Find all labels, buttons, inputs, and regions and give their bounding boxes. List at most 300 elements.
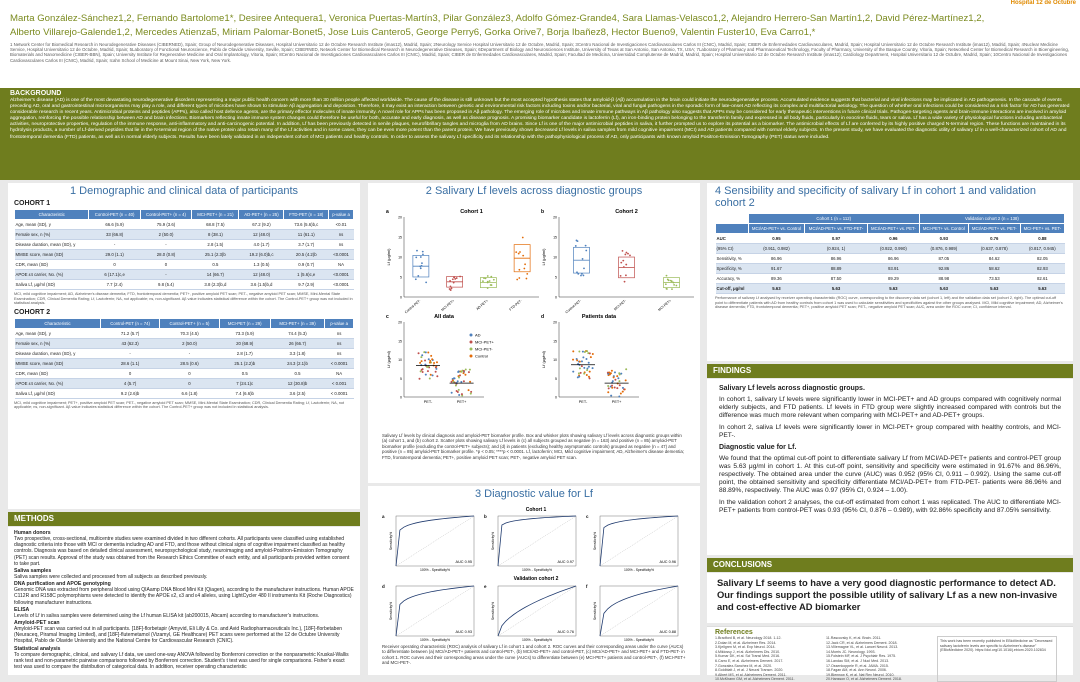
legend-marker (470, 355, 473, 358)
panel-letter: e (484, 584, 487, 589)
cohort1-table-header-3: MCI-PET+ (n = 21) (192, 210, 239, 220)
sensitivity-table-cell: 82.61 (1020, 274, 1064, 284)
data-point (612, 380, 614, 382)
cohort2-table-cell: 12 (30.8)b (270, 378, 325, 388)
cohort1-table-header-1: Control-PET (n = 40) (89, 210, 140, 220)
legend-all-data (470, 333, 495, 359)
cohort1-table-cell: 0 (140, 260, 192, 270)
y-tick-label: 5 (400, 376, 402, 381)
data-point (459, 374, 461, 376)
data-point (463, 370, 465, 372)
cohort2-table-cell: 0 (160, 378, 220, 388)
diagnostic-value-panel (368, 486, 700, 675)
panel-letter: b (484, 514, 487, 519)
data-point (422, 254, 424, 256)
data-point (592, 367, 594, 369)
data-point (624, 254, 626, 256)
data-point (623, 266, 625, 268)
data-point (576, 271, 578, 273)
data-point (419, 362, 421, 364)
data-point (522, 237, 524, 239)
data-point (618, 395, 620, 397)
hospital-logo-text: Hospital 12 de Octubre (1010, 0, 1076, 6)
y-tick-label: 0 (400, 295, 402, 300)
panel-letter: f (586, 584, 588, 589)
data-point (427, 370, 429, 372)
data-point (485, 277, 487, 279)
methods-sub-saliva: Saliva samples (14, 568, 52, 575)
data-point (625, 274, 627, 276)
cohort1-table-cell: 12 (48.0) (239, 270, 284, 280)
sensitivity-table-cell: 86.96 (805, 254, 868, 264)
cohort2-table-cell: 26 (66.7) (270, 338, 325, 348)
sensitivity-table-header-4: MCI-PET+ vs. Control (919, 224, 968, 234)
data-point (436, 361, 438, 363)
cohort1-table-cell: 0.5 (192, 260, 239, 270)
panel-letter: c (386, 314, 389, 320)
data-point (524, 263, 526, 265)
x-tick-label: Control-PET- (403, 298, 422, 315)
auc-label: AUC 0.97 (557, 560, 574, 564)
data-point (427, 351, 429, 353)
table-row (716, 234, 1065, 244)
scatter-patients (541, 314, 639, 404)
data-point (665, 283, 667, 285)
x-label: 100% - Specificity% (522, 568, 552, 572)
y-label: Sensitivity% (593, 601, 597, 621)
y-label: Lf (μg/ml) (541, 351, 546, 368)
data-point (459, 276, 461, 278)
cohort2-table-cell: 3.3 (1.8) (270, 348, 325, 358)
x-tick-label: PET- (423, 400, 433, 404)
x-label: 100% - Specificity% (522, 638, 552, 642)
data-point (433, 362, 435, 364)
data-point (607, 391, 609, 393)
data-point (483, 277, 485, 279)
data-point (421, 265, 423, 267)
data-point (469, 381, 471, 383)
section2-caption: Salivary Lf levels by clinical diagnosis and amyloid-PET biomarker profile. Box and whisker plots showing salivary Lf levels across diagnostic groups within (a) cohort 1, and (b) cohort 2. Scatter plots showing salivary Lf levels in (c) all subjects grouped as negative (n = 163) and positive (n = 85) amyloid-PET biomarker profile (excluding the control-PET+ subjects); and (d) in patients (excluding healthy asymptomatic controls) grouped as negative (n = 47) and positive (n = 85) amyloid-PET biomarker profile. *p < 0.05; ****p < 0.0001. Lf, lactoferrin; MCI, Mild cognitive impairment; AD, Alzheimer's disease dementia; FTD, frontotemporal dementia; PET+, positive amyloid PET scan; PET-, negative amyloid PET scan. (382, 433, 685, 460)
background-title: BACKGROUND (10, 90, 62, 97)
data-point (666, 288, 668, 290)
sensitivity-table-cell: 58.62 (968, 264, 1020, 274)
data-point (583, 367, 585, 369)
data-point (589, 377, 591, 379)
cohort2-table-header-5: p-value a (325, 318, 354, 328)
cohort2-table-cell: ns (325, 348, 354, 358)
cohort2-table-header-4: MCI-PET+ (n = 39) (270, 318, 325, 328)
cohort1-table-cell: 2.8 (1.5) (192, 240, 239, 250)
table-row (716, 254, 1065, 264)
sensitivity-table-cell: 5.63 (919, 284, 968, 294)
data-point (436, 375, 438, 377)
sensitivity-table-cell: Accuracy, % (716, 274, 749, 284)
legend-marker (470, 334, 473, 337)
cohort2-table-cell: - (160, 348, 220, 358)
data-point (625, 379, 627, 381)
y-tick-label: 5 (555, 275, 557, 280)
roc-panel-c (586, 514, 678, 572)
cohort2-table-note: MCI, mild cognitive impairment; PET+, positive amyloid PET scan; PET-, negative amyloid PET scan; MMSE, Mini-Mental State Examination; CDR, Clinical Dementia Rating; Lf, Lactoferrin; NA, not applicable; ns, non-significant. Aβ value indicates statistical difference within the cohort. The Control-PET+ group was not included in statistical analysis. (14, 400, 344, 410)
y-label: Lf (μg/ml) (541, 248, 546, 266)
cohort1-table-cell: 1.3 (0.5) (239, 260, 284, 270)
cohort1-table-cell: <0.01 (329, 220, 354, 230)
data-point (428, 358, 430, 360)
methods-title: METHODS (8, 512, 360, 526)
data-point (580, 275, 582, 277)
sensitivity-table-cell: (0.911, 0.982) (748, 244, 805, 254)
cohort1-table (14, 209, 354, 290)
chart-title: All data (434, 314, 454, 320)
sensitivity-panel (707, 183, 1073, 361)
data-point (468, 389, 470, 391)
data-point (620, 393, 622, 395)
data-point (420, 267, 422, 269)
data-point (487, 281, 489, 283)
cohort1-table-header-4: AD-PET+ (n = 25) (239, 210, 284, 220)
cohort2-table-cell: 28.6 (1.1) (100, 358, 159, 368)
sensitivity-table-cell: 5.63 (968, 284, 1020, 294)
data-point (429, 360, 431, 362)
data-point (453, 282, 455, 284)
cohort2-table-header-3: MCI-PET (n = 29) (219, 318, 270, 328)
data-point (419, 378, 421, 380)
data-point (671, 280, 673, 282)
legend-label: MCI-PET+ (475, 339, 494, 345)
y-tick-label: 20 (398, 215, 402, 220)
chart-title: Cohort 1 (460, 209, 483, 215)
data-point (582, 351, 584, 353)
data-point (451, 381, 453, 383)
data-point (425, 351, 427, 353)
data-point (451, 287, 453, 289)
cohort2-table-cell: NA (325, 368, 354, 378)
cohort1-table-cell: 0.9 (0.7) (284, 260, 329, 270)
cohort2-group-header: Validation cohort 2 (n = 138) (919, 214, 1064, 224)
cohort2-label: COHORT 2 (14, 308, 51, 316)
data-point (417, 275, 419, 277)
cohort1-table-cell: 75.9 (3.6) (140, 220, 192, 230)
box-plot-cohort-2 (541, 209, 694, 314)
data-point (526, 278, 528, 280)
data-point (457, 380, 459, 382)
data-point (580, 372, 582, 374)
cohort2-table-cell: 9.2 (2.6)b (100, 388, 159, 398)
cohort1-table-cell: Female sex, n (%) (15, 230, 89, 240)
data-point (518, 277, 520, 279)
sensitivity-table-cell: 89.36 (748, 274, 805, 284)
data-point (575, 245, 577, 247)
conclusions-title: CONCLUSIONS (707, 558, 1073, 572)
roc-panel-d (382, 584, 474, 642)
data-point (576, 240, 578, 242)
cohort1-table-cell: CDR, mean (SD) (15, 260, 89, 270)
cohort1-table-cell: Disease duration, mean (SD), y (15, 240, 89, 250)
references-title: References (715, 629, 753, 636)
data-point (460, 371, 462, 373)
x-tick-label: PET- (578, 400, 588, 404)
legend-marker (470, 341, 473, 344)
references-col-2: 11.Rascovsky K, et al. Brain. 2011. 12.Jack CR, et al. Alzheimers Dement. 2018. 13.Villemagne VL, et al. Lancet Neurol. 2013. 14.Morris JC. Neurology. 1993. 15.Folstein MF, et al. J Psychiatr Res. 1975. 16.Landau SM, et al. J Nucl Med. 2013. 17.Ossenkoppele R, et al. JAMA. 2015. 18.Fagan AM, et al. Ann Neurol. 2006. 19.Blennow K, et al. Nat Rev Neurol. 2010. 20.Hansson O, et al. Alzheimers Dement. 2018. (826, 636, 902, 682)
sensitivity-table-cell: 0.76 (968, 234, 1020, 244)
cohort1-group-header: Cohort 1 (n = 112) (748, 214, 919, 224)
y-label: Sensitivity% (491, 601, 495, 621)
data-point (583, 267, 585, 269)
cohort1-table-header-6: p-value a (329, 210, 354, 220)
panel-letter: c (586, 514, 589, 519)
roc-diagonal (498, 516, 576, 566)
data-point (583, 275, 585, 277)
cohort1-table-cell: 3.7 (1.7) (284, 240, 329, 250)
panel-letter: d (382, 584, 385, 589)
data-point (675, 285, 677, 287)
sensitivity-table-cell: 92.86 (919, 264, 968, 274)
sensitivity-table-cell: (0.924, 1) (805, 244, 868, 254)
data-point (489, 280, 491, 282)
sensitivity-table-cell: 86.96 (748, 254, 805, 264)
cohort1-table-cell: - (140, 270, 192, 280)
cohort2-table-cell: 0.5 (219, 368, 270, 378)
conclusions-panel (707, 573, 1073, 623)
auc-label: AUC 0.95 (455, 560, 472, 564)
cohort1-table-cell: 14 (66.7) (192, 270, 239, 280)
data-point (611, 385, 613, 387)
methods-text-stats: To compare demographic, clinical, and salivary Lf data, we used one-way ANOVA followed by Bonferroni correction or the nonparametric Kruskal-Wallis rank test and non-parametric pairwise comparisons followed by Bonferroni correction. Student's t test was used for single comparisons. Fisher's exact test was used to compare the distribution of categorical data. In addition, receiver operating characteristic (14, 651, 349, 671)
findings-heading-2: Diagnostic value for Lf. (719, 444, 797, 451)
data-point (616, 387, 618, 389)
data-point (515, 251, 517, 253)
panel-letter: a (382, 514, 385, 519)
cohort2-table (14, 318, 354, 399)
cohort1-table-cell: 9.8 (5.4) (140, 280, 192, 290)
cohort1-table-cell: 73.6 (5.6)b,c (284, 220, 329, 230)
x-tick-label: MCI-PET+ (657, 298, 673, 313)
cohort1-table-cell: - (140, 240, 192, 250)
sensitivity-table-cell: 5.63 (1020, 284, 1064, 294)
findings-paragraph-3: We found that the optimal cut-off point to differentiate salivary Lf from MCI/AD-PET+ patients and control-PET group was 5.63 μg/ml in cohort 1. At this cut-off point, sensitivity and specificity were estimated in 91.67% and 86.96%, respectively. The obtained area under the curve (AUC) was 0.952 (95% CI, 0.911 – 0.992). Using the same cut-off point, the obtained sensitivity and specificity differentiate MCI/AD-PET+ from FTD-PET- patients were 86.96% and 88.89%, respectively. The AUC was 0.97 (95% CI, 0.924 – 1.00). (719, 455, 1061, 494)
section3-title: 3 Diagnostic value for Lf (474, 488, 593, 500)
sensitivity-table-cell: 0.96 (867, 234, 919, 244)
x-tick-label: MCI-PET- (613, 298, 628, 312)
data-point (422, 368, 424, 370)
cohort1-table-cell: 3.8 (2.3)b,d (192, 280, 239, 290)
legend-label: Control (475, 353, 488, 359)
data-point (450, 286, 452, 288)
data-point (581, 273, 583, 275)
section4-title: 4 Sensibility and specificity of salivary Lf in cohort 1 and validation cohort 2 (715, 185, 1037, 209)
methods-sub-dna: DNA purification and APOE genotyping (14, 581, 111, 588)
cohort1-table-cell: 7.7 (2.4) (89, 280, 140, 290)
data-point (589, 352, 591, 354)
x-tick-label: AD-PET+ (475, 298, 490, 312)
y-tick-label: 10 (398, 358, 402, 362)
cohort1-table-cell: 25.1 (2.3)b (192, 250, 239, 260)
x-label: 100% - Specificity% (420, 568, 450, 572)
data-point (616, 375, 618, 377)
data-point (583, 373, 585, 375)
data-point (572, 359, 574, 361)
data-point (487, 275, 489, 277)
data-point (460, 381, 462, 383)
cohort2-table-cell: - (100, 348, 159, 358)
auc-label: AUC 0.76 (557, 630, 574, 634)
cohort2-table-cell: MMSE score, mean (SD) (15, 358, 101, 368)
cohort1-table-cell: APOE ε4 carrier, No. (%) (15, 270, 89, 280)
data-point (430, 355, 432, 357)
roc-diagonal (498, 586, 576, 636)
data-point (420, 370, 422, 372)
data-point (592, 353, 594, 355)
data-point (452, 379, 454, 381)
data-point (415, 278, 417, 280)
cohort2-table-cell: 74.4 (5.3) (270, 328, 325, 338)
cohort1-table-cell: <0.0001 (329, 280, 354, 290)
data-point (585, 245, 587, 247)
cohort2-table-cell: 0.5 (270, 368, 325, 378)
data-point (518, 253, 520, 255)
data-point (452, 278, 454, 280)
data-point (468, 371, 470, 373)
cohort1-table-cell: 20.5 (4.2)b (284, 250, 329, 260)
y-label: Sensitivity% (389, 601, 393, 621)
data-point (586, 374, 588, 376)
y-tick-label: 20 (553, 320, 557, 325)
authors-line-1: Marta González-Sánchez1,2, Fernando Bartolome1*, Desiree Antequera1, Veronica Puertas-Martín3, Pilar González3, Adolfo Gómez-Grande4, Sara Llamas-Velasco1,2, Alejandro Herrero-San Martín1,2, David Pérez-Martínez1,2, (10, 13, 985, 24)
cohort1-table-cell: <0.0001 (329, 270, 354, 280)
sensitivity-table-cell: (0.922, 0.990) (867, 244, 919, 254)
top-strip (0, 0, 1080, 8)
methods-text-dna: Genomic DNA was extracted from peripheral blood using QIAamp DNA Blood Mini Kit (Qiagen), according to the manufacturer instructions. Human APOE C112R and R158C polymorphisms were detected to identify the APOE ε2, ε3 and ε4 alleles, using LightCycler 480 II instruments Kit (Roche Diagnostics) following manufacturer instructions. (14, 587, 354, 606)
data-point (610, 395, 612, 397)
data-point (588, 366, 590, 368)
y-tick-label: 15 (398, 235, 402, 240)
cohort1-table-cell: ns (329, 240, 354, 250)
legend-marker (470, 348, 473, 351)
data-point (609, 373, 611, 375)
data-point (422, 371, 424, 373)
roc-panel-b (484, 514, 576, 572)
data-point (421, 354, 423, 356)
data-point (425, 282, 427, 284)
table-row (15, 250, 354, 260)
roc-panel-a (382, 514, 474, 572)
cohort2-table-cell: 2 (50.0) (160, 338, 220, 348)
data-point (576, 359, 578, 361)
data-point (589, 371, 591, 373)
y-tick-label: 15 (398, 339, 402, 344)
roc-diagonal (396, 586, 474, 636)
cohort1-label: COHORT 1 (14, 200, 51, 207)
table-row (716, 274, 1065, 284)
table-row (716, 264, 1065, 274)
cohort2-table-cell: ns (325, 338, 354, 348)
y-tick-label: 0 (400, 395, 402, 400)
data-point (627, 253, 629, 255)
table-row (15, 338, 354, 348)
cohort1-table-cell: 67.2 (9.2) (239, 220, 284, 230)
x-label: 100% - Specificity% (624, 638, 654, 642)
data-point (582, 258, 584, 260)
data-point (673, 282, 675, 284)
cohort2-table-cell: 71.2 (5.7) (100, 328, 159, 338)
y-label: Lf (μg/ml) (386, 248, 391, 266)
section1-title: 1 Demographic and clinical data of participants (69, 185, 299, 197)
data-point (465, 369, 467, 371)
table-row (716, 284, 1065, 294)
data-point (579, 361, 581, 363)
sensitivity-table-cell: 5.63 (867, 284, 919, 294)
cohort2-table-cell: 2.8 (1.7) (219, 348, 270, 358)
data-point (614, 371, 616, 373)
y-label: Sensitivity% (389, 531, 393, 551)
cohort2-table-cell: Saliva Lf, μg/ml (SD) (15, 388, 101, 398)
cohort2-table-cell: 3.6 (2.5) (270, 388, 325, 398)
data-point (624, 281, 626, 283)
legend-label: AD (475, 332, 481, 338)
sensitivity-table-header-2: MCI/AD-PET+ vs. FTD-PET- (805, 224, 868, 234)
cohort1-table-header-0: Characteristic (15, 210, 89, 220)
data-point (625, 264, 627, 266)
data-point (588, 362, 590, 364)
data-point (523, 268, 525, 270)
data-point (572, 371, 574, 373)
data-point (629, 254, 631, 256)
data-point (490, 276, 492, 278)
data-point (421, 262, 423, 264)
cohort2-table-cell: 28.5 (0.6) (160, 358, 220, 368)
y-label: Sensitivity% (593, 531, 597, 551)
data-point (458, 394, 460, 396)
data-point (519, 251, 521, 253)
data-point (458, 389, 460, 391)
roc-cohort1-label: Cohort 1 (525, 507, 547, 513)
data-point (470, 393, 472, 395)
methods-sub-elisa: ELISA (14, 606, 30, 613)
methods-panel (8, 527, 360, 675)
data-point (626, 252, 628, 254)
demographics-panel (8, 183, 360, 509)
y-tick-label: 0 (555, 395, 557, 400)
data-point (429, 378, 431, 380)
sensitivity-table-cell: 88.89 (805, 264, 868, 274)
cohort1-table-cell: ns (329, 230, 354, 240)
data-point (619, 384, 621, 386)
data-point (420, 256, 422, 258)
data-point (425, 374, 427, 376)
cohort2-table-cell: < 0.0001 (325, 388, 354, 398)
data-point (622, 260, 624, 262)
auc-label: AUC 0.93 (455, 630, 472, 634)
cohort1-table-cell: 29.0 (1.1) (89, 250, 140, 260)
data-point (584, 351, 586, 353)
table-row (15, 280, 354, 290)
cohort1-table-cell: 1 (5.6)c,e (284, 270, 329, 280)
cohort1-table-cell: 4.0 (1.7) (239, 240, 284, 250)
data-point (490, 284, 492, 286)
data-point (620, 373, 622, 375)
legend-label: MCI-PET- (475, 346, 493, 352)
methods-text-elisa: Levels of Lf in saliva samples were determined using the Lf human ELISA kit (ab200015, Abcam) according to manufacturer's instructions. (14, 612, 320, 619)
findings-paragraph-4: In the validation cohort 2 analyses, the cut-off estimated from cohort 1 was replicated. The AUC to differentiate MCI-PET+ patients from control-PET was 0.93 (95% CI, 0.876 – 0.989), with 92.86% specificity and 87.05% sensitivity. (719, 499, 1061, 514)
methods-text-donors: Two prospective, cross-sectional, multicentre studies were examined divided in two different cohorts. All participants were classified using established diagnostic criteria into those with MCI or dementia including AD and FTD, and those without clinical signs of cognitive impairment classified as healthy controls. Diagnosis was based on detailed clinical assessment, neuropsychological study, neuroimaging and amyloid-Positron-Emission Tomography (PET) scan results. Approval of the study was obtained from the Research Ethics Committee of each entity, and all participants provided written consent to take part. (14, 536, 350, 567)
cohort1-table-cell: Age, mean (SD), y (15, 220, 89, 230)
sensitivity-table-cell: 0.88 (1020, 234, 1064, 244)
cohort2-table-header-1: Control-PET (n = 74) (100, 318, 159, 328)
methods-sub-pet: Amyloid-PET scan (14, 620, 60, 627)
data-point (613, 376, 615, 378)
roc-panel-e (484, 584, 576, 642)
data-point (614, 387, 616, 389)
